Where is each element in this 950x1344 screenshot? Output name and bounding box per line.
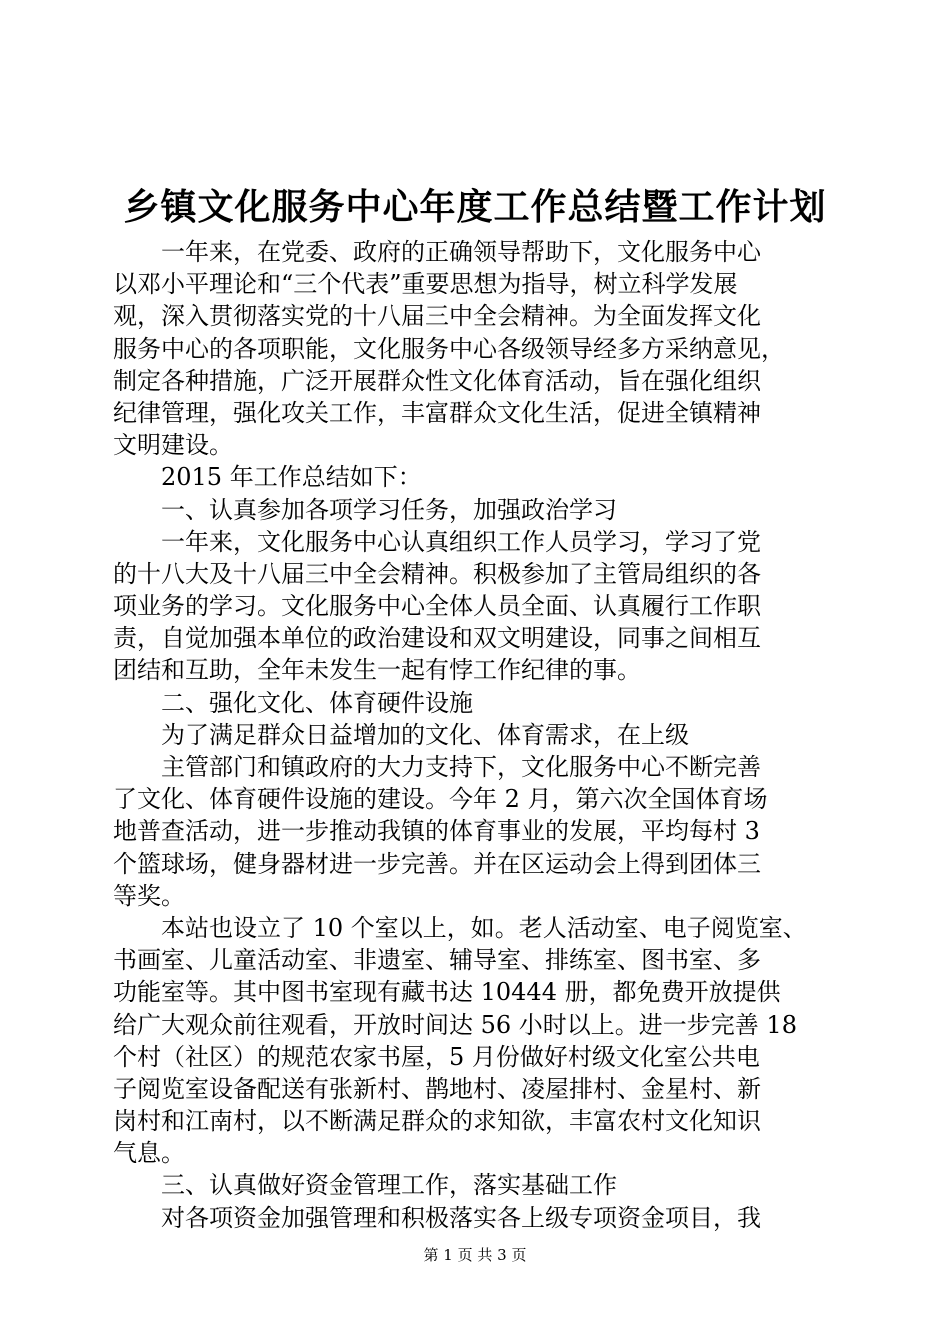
text-line: 气息。 bbox=[113, 1139, 185, 1168]
text-line: 了文化、体育硬件设施的建设。今年 2 月，第六次全国体育场 bbox=[113, 785, 768, 814]
text-line: 一年来，文化服务中心认真组织工作人员学习，学习了党 bbox=[113, 527, 761, 556]
text-line: 的十八大及十八届三中全会精神。积极参加了主管局组织的各 bbox=[113, 559, 761, 588]
text-line: 对各项资金加强管理和积极落实各上级专项资金项目，我 bbox=[113, 1203, 761, 1232]
text-line: 岗村和江南村，以不断满足群众的求知欲，丰富农村文化知识 bbox=[113, 1107, 761, 1136]
text-line: 服务中心的各项职能，文化服务中心各级领导经多方采纳意见， bbox=[113, 334, 785, 363]
text-line: 本站也设立了 10 个室以上，如。老人活动室、电子阅览室、 bbox=[113, 913, 807, 942]
text-line: 纪律管理，强化攻关工作，丰富群众文化生活，促进全镇精神 bbox=[113, 398, 761, 427]
text-line: 责，自觉加强本单位的政治建设和双文明建设，同事之间相互 bbox=[113, 624, 761, 653]
page-footer: 第 1 页 共 3 页 bbox=[423, 1246, 527, 1264]
text-line: 地普查活动，进一步推动我镇的体育事业的发展，平均每村 3 bbox=[113, 817, 760, 846]
text-line: 一、认真参加各项学习任务，加强政治学习 bbox=[113, 495, 617, 524]
text-line: 书画室、儿童活动室、非遗室、辅导室、排练室、图书室、多 bbox=[113, 946, 761, 975]
text-line: 2015 年工作总结如下： bbox=[113, 463, 422, 492]
document-title: 乡镇文化服务中心年度工作总结暨工作计划 bbox=[123, 187, 827, 228]
text-line: 以邓小平理论和“三个代表”重要思想为指导，树立科学发展 bbox=[113, 270, 738, 299]
text-line: 功能室等。其中图书室现有藏书达 10444 册，都免费开放提供 bbox=[113, 978, 781, 1007]
text-line: 子阅览室设备配送有张新村、鹊地村、凌屋排村、金星村、新 bbox=[113, 1074, 761, 1103]
text-line: 个篮球场，健身器材进一步完善。并在区运动会上得到团体三 bbox=[113, 849, 761, 878]
text-line: 个村（社区）的规范农家书屋，5 月份做好村级文化室公共电 bbox=[113, 1042, 760, 1071]
text-line: 二、强化文化、体育硬件设施 bbox=[113, 688, 473, 717]
document-body bbox=[113, 236, 843, 1234]
text-line: 主管部门和镇政府的大力支持下，文化服务中心不断完善 bbox=[113, 753, 761, 781]
text-line: 文明建设。 bbox=[113, 431, 233, 460]
text-line: 制定各种措施，广泛开展群众性文化体育活动，旨在强化组织 bbox=[113, 366, 761, 395]
text-line: 等奖。 bbox=[113, 881, 185, 910]
text-line: 一年来，在党委、政府的正确领导帮助下，文化服务中心 bbox=[113, 238, 761, 266]
text-line: 给广大观众前往观看，开放时间达 56 小时以上。进一步完善 18 bbox=[113, 1010, 797, 1039]
text-line: 为了满足群众日益增加的文化、体育需求，在上级 bbox=[113, 720, 689, 749]
text-line: 三、认真做好资金管理工作，落实基础工作 bbox=[113, 1171, 617, 1200]
text-line: 项业务的学习。文化服务中心全体人员全面、认真履行工作职 bbox=[113, 592, 761, 621]
text-line: 观，深入贯彻落实党的十八届三中全会精神。为全面发挥文化 bbox=[113, 302, 761, 331]
text-line: 团结和互助，全年未发生一起有悖工作纪律的事。 bbox=[113, 656, 641, 685]
